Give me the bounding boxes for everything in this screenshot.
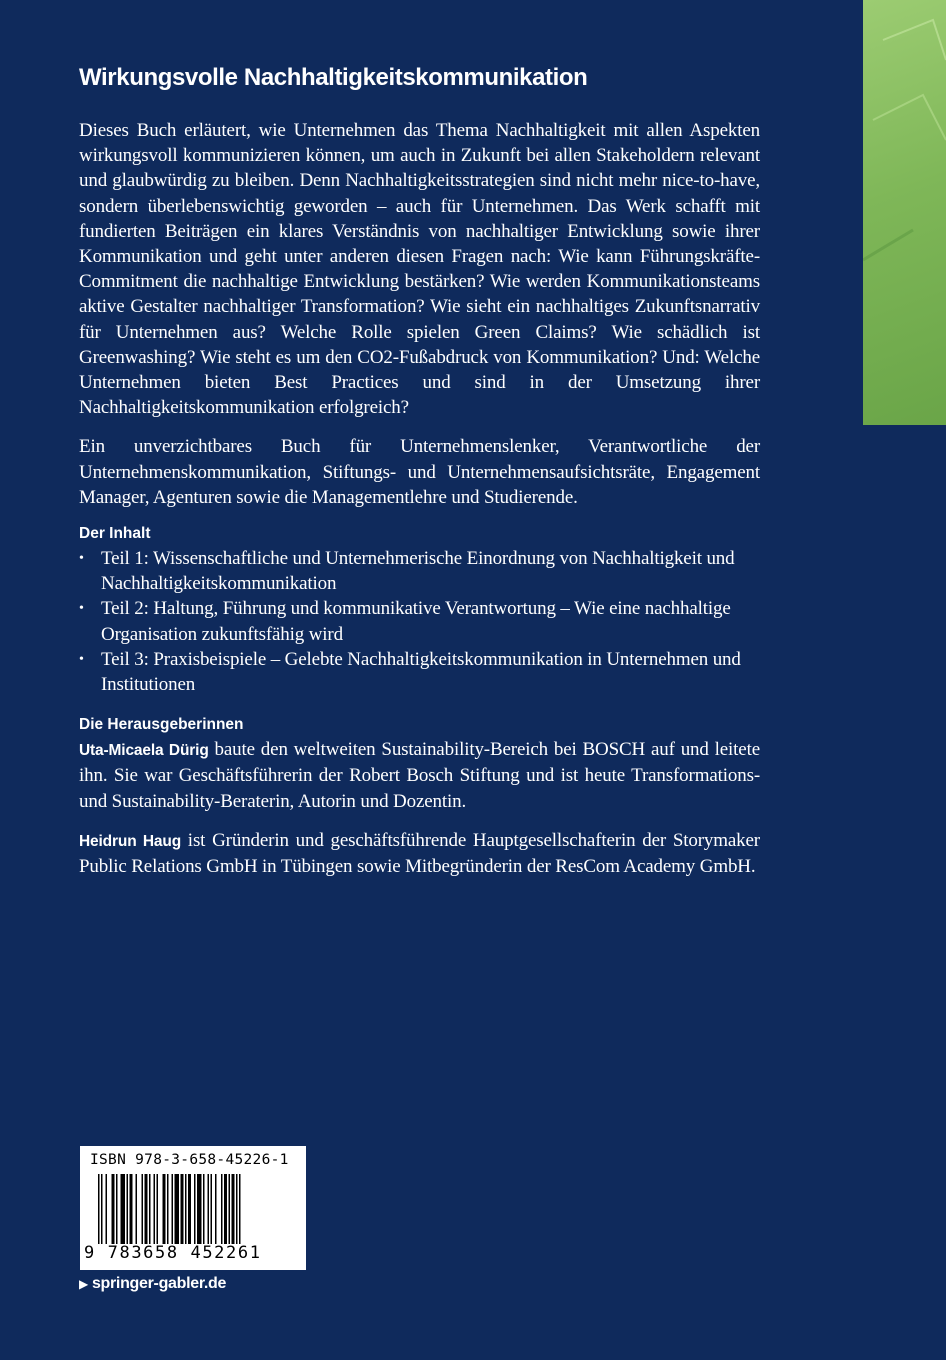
editor-name: Heidrun Haug [79,832,182,850]
description-paragraph: Dieses Buch erläutert, wie Unternehmen das Thema Nachhaltigkeit mit allen Aspekten wirkungsvoll kommunizieren können, um auch in Zukunft bei allen Stakeholdern relevant und glaubwürdig zu bleiben. Denn Nachhaltigkeitsstrategien sind nicht mehr nice-to-have, sondern überlebenswichtig geworden – auch für Unternehmen. Das Werk schafft mit fundierten Beiträgen ein klares Verständnis von nachhaltiger Entwicklung sowie ihrer Kommunikation und geht unter anderen diesen Fragen nach: Wie kann Führungskräfte-Commitment die nachhaltige Entwicklung bestärken? Wie werden Kommunikationsteams aktive Gestalter nachhaltiger Transformation? Wie sieht ein nachhaltiges Zukunftsnarrativ für Unternehmen aus? Welche Rolle spielen Green Claims? Wie schädlich ist Greenwashing? Wie steht es um den CO2-Fußabdruck von Kommunikation? Und: Welche Unternehmen bieten Best Practices und sind in der Umsetzung ihrer Nachhaltigkeitskommunikation erfolgreich? [79,120,760,419]
editors-heading: Die Herausgeberinnen [79,716,244,734]
publisher-link-text[interactable]: springer-gabler.de [91,1275,227,1292]
editor-name: Uta-Micaela Dürig [79,742,209,760]
editor-bio: Heidrun Haug ist Gründerin und geschäftsführende Hauptgesellschafterin der Storymaker Public Relations GmbH in Tübingen sowie Mitbegründerin der ResCom Academy GmbH. [79,829,760,878]
contents-heading: Der Inhalt [79,525,151,543]
list-item: • Teil 2: Haltung, Führung und kommunikative Verantwortung – Wie eine nachhaltige Organisation zukunftsfähig wird [79,598,731,645]
bullet-icon: • [79,551,84,567]
bullet-icon: • [79,651,84,667]
publisher-link[interactable] [79,1275,226,1293]
audience-paragraph: Ein unverzichtbares Buch für Unternehmenslenker, Verantwortliche der Unternehmenskommunikation, Stiftungs- und Unternehmensaufsichtsräte, Engagement Manager, Agenturen sowie die Managementlehre und Studierende. [79,436,760,508]
list-item: • Teil 3: Praxisbeispiele – Gelebte Nachhaltigkeitskommunikation in Unternehmen und Institutionen [79,648,741,696]
bullet-icon: • [79,601,84,617]
cover-accent-image [863,0,946,425]
list-item: • Teil 1: Wissenschaftliche und Unternehmerische Einordnung von Nachhaltigkeit und Nachhaltigkeitskommunikation [79,548,735,595]
triangle-right-icon: ▶ [79,1277,88,1291]
barcode-icon [98,1174,292,1244]
barcode-digits: 9 783658 452261 [84,1243,262,1263]
isbn-label: ISBN 978-3-658-45226-1 [90,1152,289,1168]
editor-bio: Uta-Micaela Dürig baute den weltweiten Sustainability-Bereich bei BOSCH auf und leitete ihn. Sie war Geschäftsführerin der Robert Bosch Stiftung und ist heute Transformations- und Sustainability-Beraterin, Autorin und Dozentin. [79,739,760,812]
book-title: Wirkungsvolle Nachhaltigkeitskommunikation [79,64,588,91]
back-cover-text [79,62,760,879]
contents-list [79,546,760,697]
isbn-barcode-block [80,1146,306,1270]
